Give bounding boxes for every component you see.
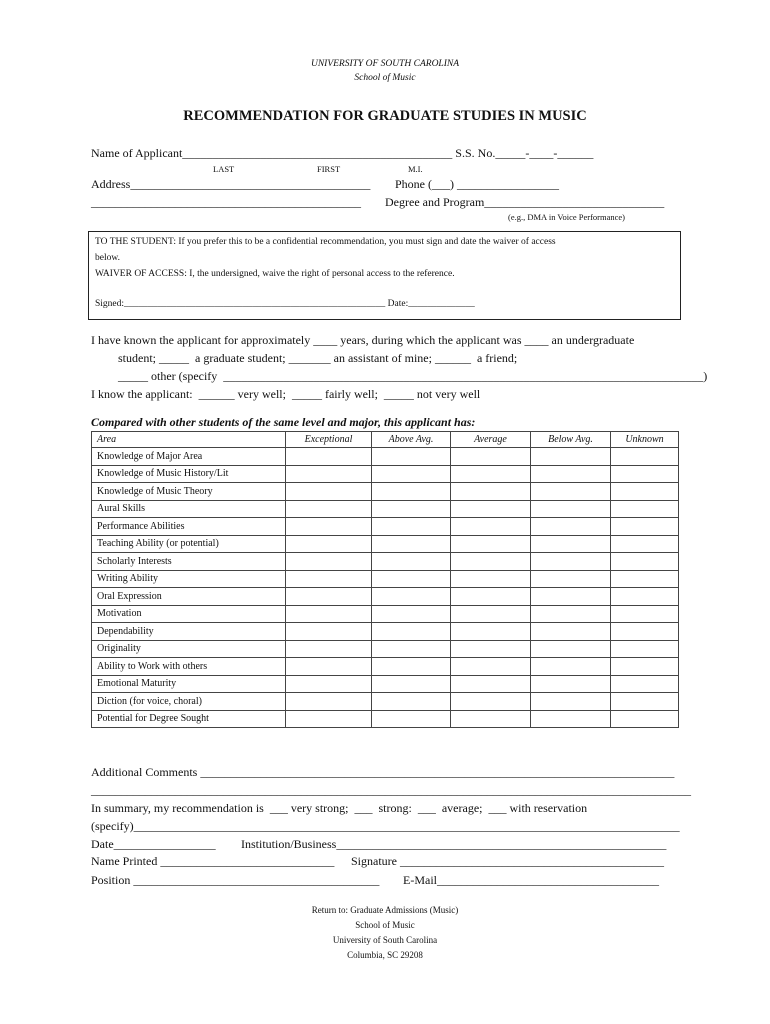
- rating-cell-average[interactable]: [451, 623, 531, 641]
- rating-cell-exceptional[interactable]: [286, 658, 372, 676]
- return-to-line: Return to: Graduate Admissions (Music): [311, 905, 459, 915]
- rating-cell-unknown[interactable]: [611, 588, 679, 606]
- table-row: [92, 605, 679, 623]
- rating-cell-unknown[interactable]: [611, 640, 679, 658]
- know-how-well-line[interactable]: I know the applicant: ______ very well; _____ fairly well; _____ not very well: [91, 387, 481, 401]
- rating-cell-unknown[interactable]: [611, 570, 679, 588]
- rating-cell-average[interactable]: [451, 675, 531, 693]
- rating-cell-average[interactable]: [451, 588, 531, 606]
- known-years-line[interactable]: I have known the applicant for approximately ____ years, during which the applicant was ____ an undergraduate: [91, 333, 635, 347]
- email-field[interactable]: E-Mail_____________________________________: [403, 873, 659, 887]
- rating-cell-above-avg[interactable]: [372, 710, 451, 728]
- rating-cell-above-avg[interactable]: [372, 535, 451, 553]
- rating-area-label: Performance Abilities: [92, 518, 286, 536]
- rating-cell-average[interactable]: [451, 448, 531, 466]
- rating-cell-above-avg[interactable]: [372, 483, 451, 501]
- summary-recommendation-line[interactable]: In summary, my recommendation is ___ very strong; ___ strong: ___ average; ___ with reservation: [91, 801, 588, 815]
- additional-comments-field-2[interactable]: ____________________________________________________________________________________________________: [91, 783, 691, 797]
- waiver-statement: WAIVER OF ACCESS: I, the undersigned, waive the right of personal access to the reference.: [95, 269, 455, 279]
- rating-cell-below-avg[interactable]: [531, 518, 611, 536]
- waiver-box: [88, 231, 681, 320]
- rating-area-label: Motivation: [92, 605, 286, 623]
- page-title: RECOMMENDATION FOR GRADUATE STUDIES IN MUSIC: [183, 108, 587, 124]
- rating-cell-above-avg[interactable]: [372, 448, 451, 466]
- col-above-avg: Above Avg.: [372, 432, 451, 448]
- rating-cell-below-avg[interactable]: [531, 588, 611, 606]
- rating-cell-exceptional[interactable]: [286, 588, 372, 606]
- rating-cell-average[interactable]: [451, 483, 531, 501]
- rating-cell-exceptional[interactable]: [286, 570, 372, 588]
- table-row: [92, 710, 679, 728]
- address-field[interactable]: Address________________________________________: [91, 177, 371, 191]
- waiver-instructions-cont: below.: [95, 253, 120, 263]
- col-below-avg: Below Avg.: [531, 432, 611, 448]
- rating-cell-exceptional[interactable]: [286, 483, 372, 501]
- return-university-line: University of South Carolina: [332, 935, 438, 945]
- date-field[interactable]: Date_________________: [91, 837, 216, 851]
- ratings-heading: Compared with other students of the same level and major, this applicant has:: [91, 415, 476, 429]
- table-row: [92, 588, 679, 606]
- rating-area-label: Oral Expression: [92, 588, 286, 606]
- sublabel-first: FIRST: [317, 164, 341, 174]
- col-unknown: Unknown: [611, 432, 679, 448]
- rating-cell-exceptional[interactable]: [286, 623, 372, 641]
- rating-cell-exceptional[interactable]: [286, 448, 372, 466]
- rating-area-label: Potential for Degree Sought: [92, 710, 286, 728]
- rating-cell-unknown[interactable]: [611, 693, 679, 711]
- table-row: [92, 675, 679, 693]
- rating-cell-below-avg[interactable]: [531, 605, 611, 623]
- rating-cell-exceptional[interactable]: [286, 675, 372, 693]
- col-area: Area: [92, 432, 286, 448]
- table-row: [92, 658, 679, 676]
- table-row: [92, 500, 679, 518]
- rating-area-label: Ability to Work with others: [92, 658, 286, 676]
- rating-cell-exceptional[interactable]: [286, 693, 372, 711]
- rating-cell-below-avg[interactable]: [531, 570, 611, 588]
- table-row: [92, 640, 679, 658]
- rating-cell-unknown[interactable]: [611, 675, 679, 693]
- rating-cell-below-avg[interactable]: [531, 500, 611, 518]
- rating-cell-exceptional[interactable]: [286, 465, 372, 483]
- rating-cell-above-avg[interactable]: [372, 553, 451, 571]
- rating-cell-below-avg[interactable]: [531, 658, 611, 676]
- table-row: [92, 693, 679, 711]
- col-average: Average: [451, 432, 531, 448]
- rating-cell-above-avg[interactable]: [372, 588, 451, 606]
- rating-cell-exceptional[interactable]: [286, 518, 372, 536]
- rating-cell-below-avg[interactable]: [531, 623, 611, 641]
- rating-cell-unknown[interactable]: [611, 465, 679, 483]
- waiver-instructions: TO THE STUDENT: If you prefer this to be a confidential recommendation, you must sign and date the waiver of access: [95, 237, 556, 247]
- table-row: [92, 448, 679, 466]
- rating-cell-above-avg[interactable]: [372, 675, 451, 693]
- rating-cell-unknown[interactable]: [611, 448, 679, 466]
- rating-cell-unknown[interactable]: [611, 500, 679, 518]
- rating-cell-below-avg[interactable]: [531, 693, 611, 711]
- rating-area-label: Aural Skills: [92, 500, 286, 518]
- rating-cell-unknown[interactable]: [611, 553, 679, 571]
- rating-area-label: Knowledge of Major Area: [92, 448, 286, 466]
- rating-cell-average[interactable]: [451, 605, 531, 623]
- rating-cell-below-avg[interactable]: [531, 710, 611, 728]
- sublabel-last: LAST: [213, 164, 235, 174]
- rating-cell-unknown[interactable]: [611, 605, 679, 623]
- rating-cell-unknown[interactable]: [611, 483, 679, 501]
- applicant-name-field[interactable]: Name of Applicant_____________________________________________ S.S. No._____-____-______: [91, 146, 594, 160]
- rating-cell-average[interactable]: [451, 570, 531, 588]
- rating-cell-below-avg[interactable]: [531, 483, 611, 501]
- table-row: [92, 553, 679, 571]
- rating-area-label: Teaching Ability (or potential): [92, 535, 286, 553]
- degree-example: (e.g., DMA in Voice Performance): [508, 212, 626, 222]
- rating-cell-below-avg[interactable]: [531, 448, 611, 466]
- table-row: [92, 623, 679, 641]
- ratings-header-row: [92, 432, 679, 448]
- rating-cell-below-avg[interactable]: [531, 465, 611, 483]
- rating-cell-unknown[interactable]: [611, 623, 679, 641]
- table-row: [92, 518, 679, 536]
- col-exceptional: Exceptional: [286, 432, 372, 448]
- rating-cell-below-avg[interactable]: [531, 535, 611, 553]
- degree-program-field[interactable]: Degree and Program______________________________: [385, 195, 665, 209]
- rating-cell-above-avg[interactable]: [372, 658, 451, 676]
- rating-cell-average[interactable]: [451, 640, 531, 658]
- rating-area-label: Diction (for voice, choral): [92, 693, 286, 711]
- institution-field[interactable]: Institution/Business_______________________________________________________: [241, 837, 667, 851]
- name-printed-field[interactable]: Name Printed _____________________________: [91, 854, 335, 868]
- rating-cell-above-avg[interactable]: [372, 500, 451, 518]
- rating-cell-average[interactable]: [451, 710, 531, 728]
- rating-cell-above-avg[interactable]: [372, 640, 451, 658]
- rating-cell-exceptional[interactable]: [286, 605, 372, 623]
- rating-cell-exceptional[interactable]: [286, 710, 372, 728]
- table-row: [92, 570, 679, 588]
- rating-cell-above-avg[interactable]: [372, 605, 451, 623]
- rating-cell-average[interactable]: [451, 500, 531, 518]
- rating-cell-average[interactable]: [451, 465, 531, 483]
- rating-cell-above-avg[interactable]: [372, 570, 451, 588]
- rating-cell-below-avg[interactable]: [531, 553, 611, 571]
- rating-cell-below-avg[interactable]: [531, 675, 611, 693]
- rating-area-label: Writing Ability: [92, 570, 286, 588]
- rating-area-label: Emotional Maturity: [92, 675, 286, 693]
- university-name: UNIVERSITY OF SOUTH CAROLINA: [310, 59, 460, 69]
- additional-comments-field[interactable]: Additional Comments _______________________________________________________________________________: [91, 765, 675, 779]
- rating-cell-average[interactable]: [451, 693, 531, 711]
- rating-cell-exceptional[interactable]: [286, 640, 372, 658]
- rating-cell-above-avg[interactable]: [372, 465, 451, 483]
- rating-cell-average[interactable]: [451, 553, 531, 571]
- sublabel-mi: M.I.: [408, 164, 423, 174]
- waiver-signature-field[interactable]: Signed:_______________________________________________________ Date:______________: [95, 299, 475, 309]
- rating-cell-exceptional[interactable]: [286, 535, 372, 553]
- table-row: [92, 535, 679, 553]
- rating-area-label: Originality: [92, 640, 286, 658]
- rating-cell-exceptional[interactable]: [286, 553, 372, 571]
- position-field[interactable]: Position _________________________________________: [91, 873, 380, 887]
- rating-cell-above-avg[interactable]: [372, 623, 451, 641]
- rating-cell-average[interactable]: [451, 518, 531, 536]
- rating-cell-unknown[interactable]: [611, 518, 679, 536]
- address-field-2[interactable]: _____________________________________________: [91, 195, 361, 209]
- relationship-line[interactable]: student; _____ a graduate student; _______ an assistant of mine; ______ a friend;: [118, 351, 518, 365]
- phone-field[interactable]: Phone (___) _________________: [395, 177, 559, 191]
- rating-cell-above-avg[interactable]: [372, 693, 451, 711]
- rating-area-label: Knowledge of Music History/Lit: [92, 465, 286, 483]
- signature-field[interactable]: Signature ____________________________________________: [351, 854, 664, 868]
- rating-cell-unknown[interactable]: [611, 658, 679, 676]
- rating-area-label: Dependability: [92, 623, 286, 641]
- table-row: [92, 483, 679, 501]
- rating-cell-average[interactable]: [451, 535, 531, 553]
- rating-area-label: Knowledge of Music Theory: [92, 483, 286, 501]
- rating-cell-below-avg[interactable]: [531, 640, 611, 658]
- return-school-line: School of Music: [355, 920, 415, 930]
- ratings-table: [91, 431, 679, 728]
- table-row: [92, 465, 679, 483]
- rating-cell-unknown[interactable]: [611, 710, 679, 728]
- rating-cell-above-avg[interactable]: [372, 518, 451, 536]
- rating-cell-average[interactable]: [451, 658, 531, 676]
- rating-area-label: Scholarly Interests: [92, 553, 286, 571]
- rating-cell-exceptional[interactable]: [286, 500, 372, 518]
- specify-field[interactable]: (specify)___________________________________________________________________________________________: [91, 819, 680, 833]
- other-specify-line[interactable]: _____ other (specify ________________________________________________________________________________): [118, 369, 708, 383]
- return-city-line: Columbia, SC 29208: [347, 950, 423, 960]
- rating-cell-unknown[interactable]: [611, 535, 679, 553]
- school-name: School of Music: [354, 73, 416, 83]
